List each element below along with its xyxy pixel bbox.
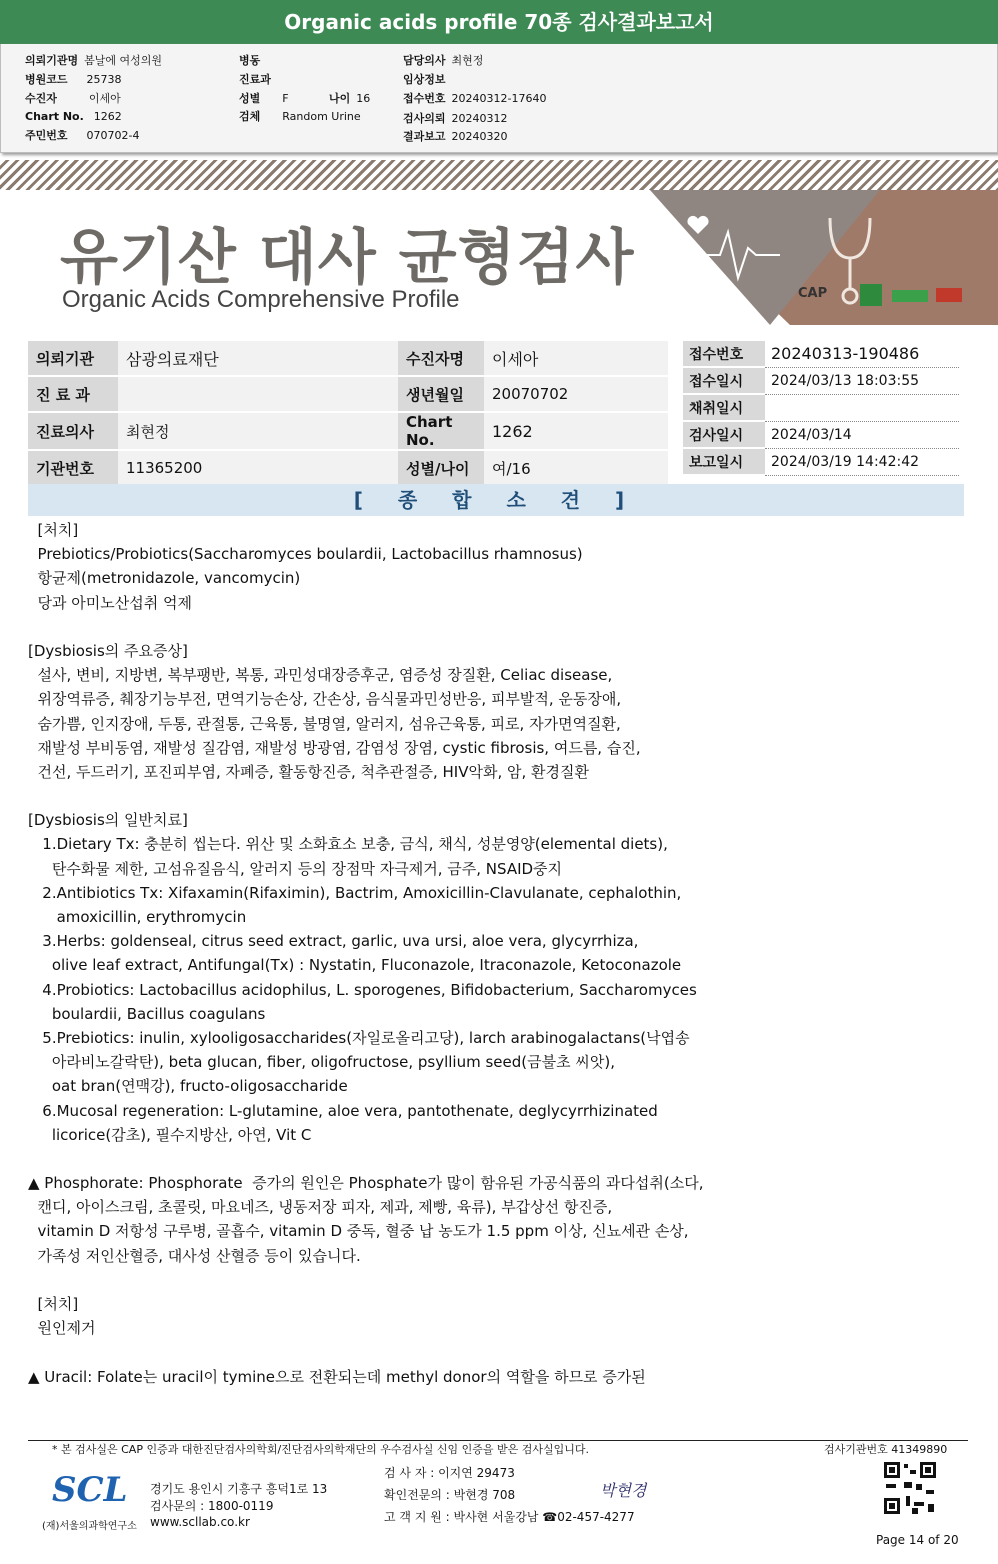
cell-label: Chart No. (398, 412, 484, 450)
cell-label: 검사일시 (683, 421, 765, 448)
cell-label: 보고일시 (683, 448, 765, 475)
table-row (28, 412, 668, 450)
examiner: 검 사 자 : 이지연 29473 (384, 1466, 515, 1480)
org-value: 봄날에 여성의원 (84, 54, 163, 67)
chart-label: Chart No. (25, 110, 84, 123)
cell-value: 2024/03/13 18:03:55 (765, 367, 959, 394)
summary-line: olive leaf extract, Antifungal(Tx) : Nystatin, Fluconazole, Itraconazole, Ketoconazole (28, 956, 682, 975)
summary-line (28, 615, 968, 639)
summary-line: 5.Prebiotics: inulin, xylooligosaccharides(자일로올리고당), larch arabinogalactans(낙엽송 (28, 1028, 690, 1047)
green-logo (892, 290, 928, 302)
cell-value: 여/16 (484, 450, 668, 486)
summary-line: 6.Mucosal regeneration: L-glutamine, aloe vera, pantothenate, deglycyrrhizinated (28, 1101, 658, 1120)
summary-line: 2.Antibiotics Tx: Xifaxamin(Rifaximin), Bactrim, Amoxicillin-Clavulanate, cephalothin, (28, 883, 682, 902)
cell-value: 삼광의료재단 (118, 341, 398, 376)
doctor-value: 최현정 (451, 54, 484, 67)
cell-label: 접수일시 (683, 367, 765, 394)
summary-line: 3.Herbs: goldenseal, citrus seed extract, garlic, uva ursi, aloe vera, glycyrrhiza, (28, 932, 639, 951)
table-row (683, 341, 959, 367)
hosp-code-value: 25738 (86, 73, 122, 86)
cell-label: 접수번호 (683, 341, 765, 367)
cell-label: 성별/나이 (398, 450, 484, 486)
summary-line: 탄수화물 제한, 고섬유질음식, 알러지 등의 장점막 자극제거, 금주, NSAID중지 (28, 859, 563, 878)
cell-label: 수진자명 (398, 341, 484, 376)
summary-line: [처치] (28, 521, 79, 539)
table-row (683, 421, 959, 448)
institution-number: 검사기관번호 41349890 (824, 1443, 948, 1456)
accreditation-notice: * 본 검사실은 CAP 인증과 대한진단검사의학회/진단검사의학재단의 우수검사실 신임 인증을 받은 검사실입니다. (52, 1443, 590, 1456)
summary-line: 건선, 두드러기, 포진피부염, 자폐증, 활동항진증, 척추관절증, HIV악화, 암, 환경질환 (28, 762, 589, 781)
summary-line: 항균제(metronidazole, vancomycin) (28, 569, 301, 588)
patient-value: 이세아 (88, 92, 121, 105)
summary-line: 위장역류증, 췌장기능부전, 면역기능손상, 간손상, 음식물과민성반응, 피부발적, 운동장애, (28, 690, 622, 709)
accreditation-logos (798, 284, 968, 314)
age-value: 16 (356, 92, 371, 105)
summary-body (28, 518, 968, 1413)
summary-line: 재발성 부비동염, 재발성 질감염, 재발성 방광염, 감염성 장염, cystic fibrosis, 여드름, 습진, (28, 738, 641, 757)
summary-line: boulardii, Bacillus coagulans (28, 1004, 266, 1023)
patient-info-table (28, 341, 668, 487)
cell-value: 20240313-190486 (765, 341, 959, 367)
cell-label: 생년월일 (398, 376, 484, 412)
summary-line: 원인제거 (28, 1319, 96, 1338)
cell-label: 진 료 과 (28, 376, 118, 412)
dept-label: 진료과 (239, 73, 271, 86)
id-label: 주민번호 (25, 129, 68, 142)
cell-label: 기관번호 (28, 450, 118, 486)
cell-value (118, 376, 398, 412)
cell-value: 1262 (484, 412, 668, 450)
summary-line (28, 1340, 968, 1364)
table-row (683, 367, 959, 394)
age-label: 나이 (329, 92, 351, 105)
scl-logo: SCL (52, 1470, 128, 1510)
cell-label: 진료의사 (28, 412, 118, 450)
summary-line: amoxicillin, erythromycin (28, 908, 247, 926)
summary-line: 가족성 저인산혈증, 대사성 산혈증 등이 있습니다. (28, 1246, 361, 1265)
request-label: 검사의뢰 (403, 112, 446, 125)
table-row (683, 448, 959, 475)
website-link[interactable]: www.scllab.co.kr (150, 1515, 250, 1529)
summary-line: ▲ Phosphorate: Phosphorate 증가의 원인은 Phosphate가 많이 함유된 가공식품의 과다섭취(소다, (28, 1174, 704, 1193)
cell-label: 의뢰기관 (28, 341, 118, 376)
summary-line: licorice(감초), 필수지방산, 아연, Vit C (28, 1125, 312, 1144)
qr-code-icon (882, 1460, 938, 1516)
cell-value: 2024/03/19 14:42:42 (765, 448, 959, 475)
report-label: 결과보고 (403, 130, 446, 143)
receipt-info-table (683, 341, 959, 476)
summary-line (28, 784, 968, 808)
summary-line: oat bran(연맥강), fructo-oligosaccharide (28, 1077, 348, 1096)
chart-value: 1262 (93, 110, 122, 123)
id-value: 070702-4 (86, 129, 140, 142)
summary-heading: [ 종 합 소 견 ] (28, 484, 964, 516)
summary-line (28, 1147, 968, 1171)
customer-support: 고 객 지 원 : 박사현 서울강남 ☎02-457-4277 (384, 1510, 635, 1524)
cell-label: 채취일시 (683, 394, 765, 421)
signature: 박현경 (600, 1481, 647, 1500)
summary-line: 아라비노갈락탄), beta glucan, fiber, oligofructose, psyllium seed(금불초 씨앗), (28, 1053, 615, 1072)
summary-line (28, 1389, 968, 1413)
summary-line: [Dysbiosis의 일반치료] (28, 811, 188, 830)
summary-line: [처치] (28, 1295, 79, 1313)
cell-value: 11365200 (118, 450, 398, 486)
sex-label: 성별 (239, 92, 261, 105)
banner-title-en: Organic Acids Comprehensive Profile (62, 286, 460, 313)
cell-value (765, 394, 959, 421)
summary-line: 1.Dietary Tx: 충분히 씹는다. 위산 및 소화효소 보충, 금식, 채식, 성분영양(elemental diets), (28, 835, 668, 854)
specimen-value: Random Urine (282, 110, 361, 123)
summary-line: 설사, 변비, 지방변, 복부팽반, 복통, 과민성대장증후군, 염증성 장질환, Celiac disease, (28, 666, 613, 685)
request-info-panel (0, 44, 998, 153)
summary-line (28, 1268, 968, 1292)
org-label: 의뢰기관명 (25, 54, 79, 67)
clinical-label: 임상정보 (403, 73, 446, 86)
table-row (28, 376, 668, 412)
cell-value: 2024/03/14 (765, 421, 959, 448)
specimen-label: 검체 (239, 110, 261, 123)
cell-value: 최현정 (118, 412, 398, 450)
summary-line: 4.Probiotics: Lactobacillus acidophilus, L. sporogenes, Bifidobacterium, Saccharomyces (28, 980, 697, 999)
summary-line: ▲ Uracil: Folate는 uracil이 tymine으로 전환되는데 methyl donor의 역할을 하므로 증가된 (28, 1367, 646, 1386)
address: 경기도 용인시 기흥구 흥덕1로 13 (150, 1482, 328, 1496)
summary-line: Prebiotics/Probiotics(Saccharomyces boulardii, Lactobacillus rhamnosus) (28, 545, 583, 564)
banner-title-ko: 유기산 대사 균형검사 (60, 223, 635, 293)
table-row (28, 450, 668, 486)
specialist: 확인전문의 : 박현경 708 (384, 1488, 516, 1502)
foundation-name: (재)서울의과학연구소 (42, 1521, 137, 1532)
anab-logo (936, 288, 962, 302)
doctor-label: 담당의사 (403, 54, 446, 67)
summary-line: vitamin D 저항성 구루병, 골흡수, vitamin D 중독, 혈중 납 농도가 1.5 ppm 이상, 신뇨세관 손상, (28, 1222, 689, 1241)
cap-logo: CAP (798, 286, 828, 301)
summary-line: [Dysbiosis의 주요증상] (28, 641, 188, 660)
sex-value: F (282, 92, 289, 105)
report-value: 20240320 (451, 130, 508, 143)
patient-label: 수진자 (25, 92, 57, 105)
receipt-label: 접수번호 (403, 92, 446, 105)
inquiry-phone: 검사문의 : 1800-0119 (150, 1499, 274, 1513)
lm-logo (860, 284, 882, 306)
cell-value: 20070702 (484, 376, 668, 412)
summary-line: 당과 아미노산섭취 억제 (28, 593, 192, 612)
receipt-value: 20240312-17640 (451, 92, 547, 105)
cell-value: 이세아 (484, 341, 668, 376)
summary-line: 숨가쁨, 인지장애, 두통, 관절통, 근육통, 불명열, 알러지, 섬유근육통, 피로, 자가면역질환, (28, 714, 621, 733)
request-value: 20240312 (451, 112, 508, 125)
report-title: Organic acids profile 70종 검사결과보고서 (0, 0, 998, 44)
table-row (28, 341, 668, 376)
page-number: Page 14 of 20 (876, 1533, 959, 1547)
hosp-code-label: 병원코드 (25, 73, 68, 86)
summary-line: 캔디, 아이스크림, 초콜릿, 마요네즈, 냉동저장 피자, 제과, 제빵, 육류), 부갑상선 항진증, (28, 1198, 613, 1217)
table-row (683, 394, 959, 421)
ward-label: 병동 (239, 54, 261, 67)
